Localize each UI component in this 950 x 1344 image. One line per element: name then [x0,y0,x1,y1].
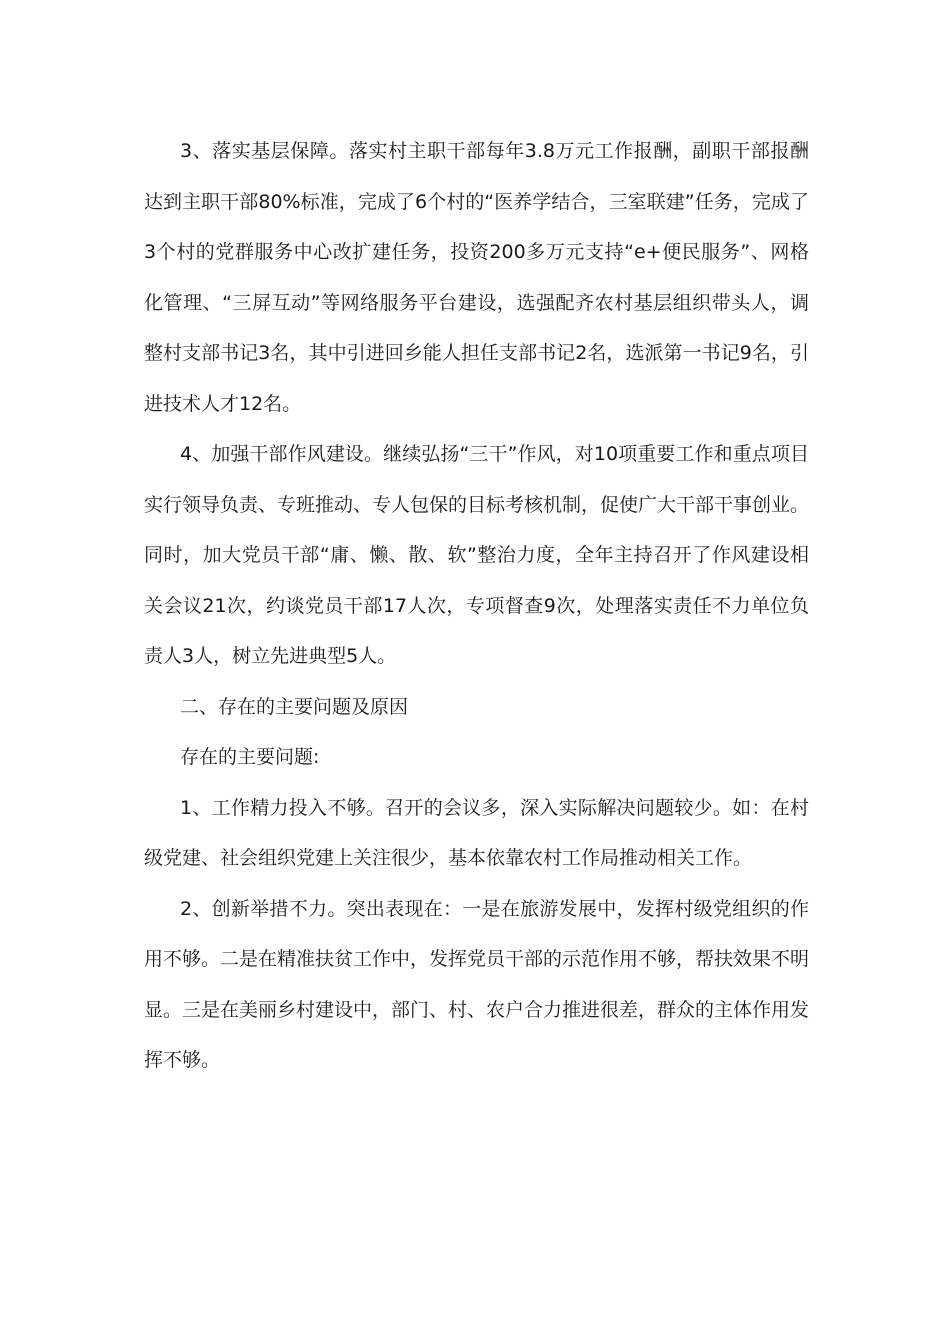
subheading-main-problems: 存在的主要问题: [180,746,320,768]
paragraph-grassroots-guarantee: 3、落实基层保障。落实村主职干部每年3.8万元工作报酬，副职干部报酬达到主职干部80%标准，完成了6个村的“医养学结合，三室联建”任务，完成了3个村的党群服务中心改扩建任务，投资200多万元支持“e+便民服务”、网格化管理、“三屏互动”等网络服务平台建设，选强配齐农村基层组织带头人，调整村支部书记3名，其中引进回乡能人担任支部书记2名，选派第一书记9名，引进技术人才12名。 [144,140,809,415]
document-body [144,126,809,1086]
paragraph-problem-innovation: 2、创新举措不力。突出表现在：一是在旅游发展中，发挥村级党组织的作用不够。二是在精准扶贫工作中，发挥党员干部的示范作用不够，帮扶效果不明显。三是在美丽乡村建设中，部门、村、农户合力推进很差，群众的主体作用发挥不够。 [144,897,810,1071]
paragraph-cadre-style: 4、加强干部作风建设。继续弘扬“三干”作风，对10项重要工作和重点项目实行领导负责、专班推动、专人包保的目标考核机制，促使广大干部干事创业。同时，加大党员干部“庸、懒、散、软”整治力度，全年主持召开了作风建设相关会议21次，约谈党员干部17人次，专项督查9次，处理落实责任不力单位负责人3人，树立先进典型5人。 [144,443,810,667]
section-heading-problems: 二、存在的主要问题及原因 [180,695,409,718]
paragraph-problem-effort: 1、工作精力投入不够。召开的会议多，深入实际解决问题较少。如：在村级党建、社会组织党建上关注很少，基本依靠农村工作局推动相关工作。 [144,796,809,869]
